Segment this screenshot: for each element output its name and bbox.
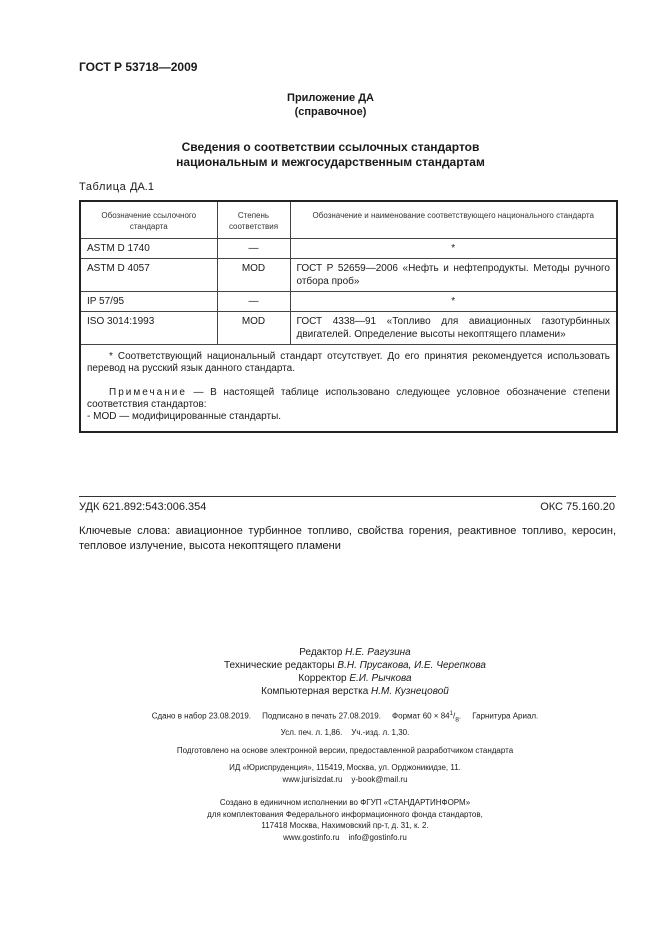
printer-email-link[interactable]: info@gostinfo.ru: [348, 832, 407, 842]
table-header-row: [80, 201, 617, 239]
printer-line1: Создано в единичном исполнении во ФГУП «СТАНДАРТИНФОРМ»: [219, 798, 471, 807]
udk-code: УДК 621.892:543:006.354: [79, 501, 207, 513]
appendix-heading: [0, 91, 661, 119]
table-caption-number: ДА.1: [130, 181, 154, 193]
credit-tech-editors: Технические редакторы В.Н. Прусакова, И.Е. Черепкова: [223, 660, 486, 671]
credit-corrector: Корректор Е.И. Рычкова: [298, 673, 412, 684]
imprint-prepared: Подготовлено на основе электронной версии, предоставленной разработчиком стандарта: [176, 746, 514, 756]
correspondence-table: [79, 200, 618, 433]
table-row: [80, 292, 617, 312]
cell-degree: —: [217, 292, 290, 312]
cell-national: ГОСТ 4338—91 «Топливо для авиационных газотурбинных двигателей. Определение высоты некоптящего пламени»: [290, 312, 617, 345]
printer-contacts: [110, 832, 580, 844]
credit-editor: Редактор Н.Е. Рагузина: [299, 647, 411, 658]
appendix-title: Приложение ДА: [287, 92, 374, 104]
editorial-credits: [150, 646, 560, 698]
note-item: - MOD — модифицированные стандарты.: [87, 411, 282, 422]
section-divider: [79, 496, 616, 497]
standard-code: ГОСТ Р 53718—2009: [79, 60, 198, 74]
cell-degree: MOD: [217, 259, 290, 292]
print-imprint: [110, 708, 580, 757]
table-notes-row: [80, 345, 617, 433]
publisher-contacts: [110, 774, 580, 786]
cell-ref: IP 57/95: [80, 292, 217, 312]
cell-ref: ISO 3014:1993: [80, 312, 217, 345]
document-title: [0, 140, 661, 170]
document-title-line1: Сведения о соответствии ссылочных стандартов: [181, 140, 480, 154]
printer-line2: для комплектования Федерального информационного фонда стандартов,: [207, 809, 483, 819]
table-row: [80, 239, 617, 259]
publisher-site-link[interactable]: www.jurisizdat.ru: [282, 775, 343, 784]
publisher-email-link[interactable]: y-book@mail.ru: [351, 775, 408, 784]
imprint-line2: Усл. печ. л. 1,86. Уч.-изд. л. 1,30.: [280, 728, 410, 738]
table-notes: [80, 345, 617, 433]
publisher-address: ИД «Юриспруденция», 115419, Москва, ул. Орджоникидзе, 11.: [229, 763, 461, 772]
header-national-standard: Обозначение и наименование соответствующего национального стандарта: [290, 201, 617, 239]
document-title-line2: национальным и межгосударственным стандартам: [176, 155, 485, 169]
note-label: Примечание: [109, 387, 187, 398]
table-caption: [79, 181, 154, 193]
imprint-line1: Сдано в набор 23.08.2019. Подписано в печать 27.08.2019. Формат $60 \times 84^1/_8$. Гарнитура Ариал.: [151, 711, 539, 724]
cell-degree: MOD: [217, 312, 290, 345]
table-row: [80, 312, 617, 345]
cell-national: ГОСТ Р 52659—2006 «Нефть и нефтепродукты. Методы ручного отбора проб»: [290, 259, 617, 292]
cell-national: *: [290, 239, 617, 259]
table-row: [80, 259, 617, 292]
keywords: Ключевые слова: авиационное турбинное топливо, свойства горения, реактивное топливо, керосин, тепловое излучение, высота некоптящего пламени: [79, 525, 616, 552]
publisher-info: [110, 762, 580, 786]
table-note: [87, 387, 610, 411]
credit-layout: Компьютерная верстка Н.М. Кузнецовой: [261, 686, 449, 697]
printer-info: [110, 797, 580, 843]
table-caption-word: Таблица: [79, 181, 127, 193]
printer-site-link[interactable]: www.gostinfo.ru: [283, 832, 340, 842]
note-text: — В настоящей таблице использовано следующее условное обозначение степени соответствия стандартов:: [87, 387, 610, 410]
header-ref-standard: Обозначение ссылочного стандарта: [80, 201, 217, 239]
cell-national: *: [290, 292, 617, 312]
table-footnote: * Соответствующий национальный стандарт отсутствует. До его принятия рекомендуется использовать перевод на русский язык данного стандарта.: [87, 351, 610, 374]
cell-degree: —: [217, 239, 290, 259]
header-degree: Степень соответствия: [217, 201, 290, 239]
oks-code: ОКС 75.160.20: [540, 501, 615, 513]
cell-ref: ASTM D 4057: [80, 259, 217, 292]
cell-ref: ASTM D 1740: [80, 239, 217, 259]
appendix-subtitle: (справочное): [294, 106, 367, 118]
printer-line3: 117418 Москва, Нахимовский пр-т, д. 31, к. 2.: [261, 821, 429, 830]
